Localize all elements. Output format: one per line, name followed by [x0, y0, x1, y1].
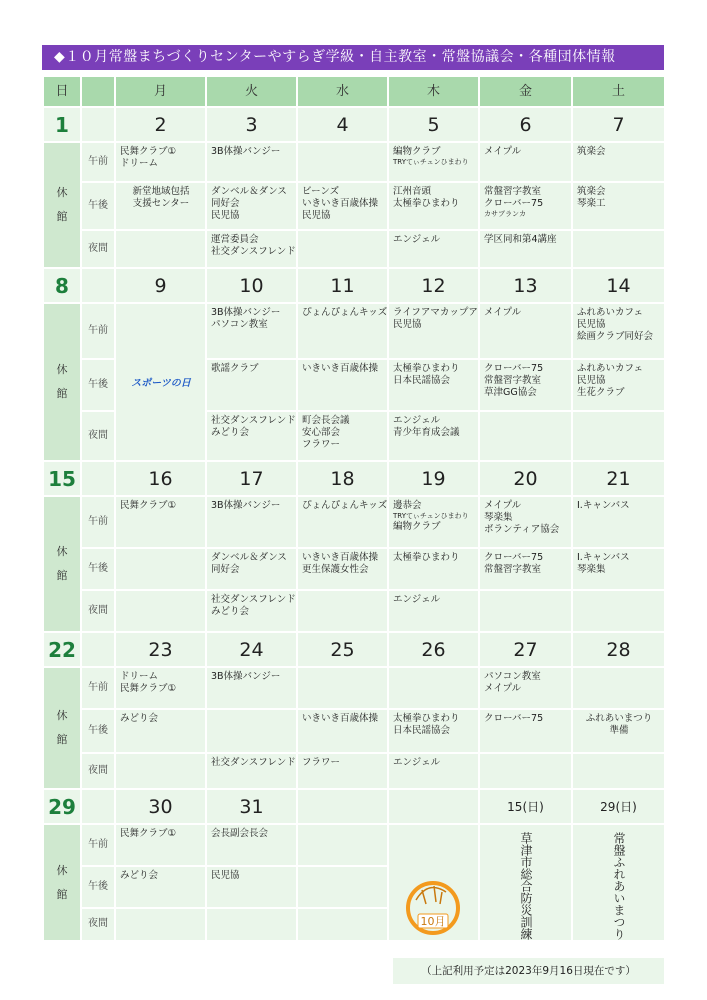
event: メイプル — [484, 146, 522, 157]
week4-night — [43, 753, 665, 789]
closed-label — [43, 824, 81, 941]
date-1: 1 — [43, 107, 81, 142]
logo-text: 10月 — [420, 915, 446, 928]
event: パソコン教室 — [211, 319, 268, 330]
event: 邊恭会 — [393, 500, 422, 511]
event: ふれあいカフェ — [577, 363, 644, 374]
event: メイプル — [484, 500, 522, 511]
event: パソコン教室 — [484, 671, 541, 682]
event: 同好会 — [211, 198, 240, 209]
event: 3B体操バンジー — [211, 307, 281, 318]
event-cell — [388, 182, 479, 230]
event: 民児協 — [302, 210, 331, 221]
event-cell — [479, 230, 572, 268]
week4-dates — [43, 632, 665, 667]
event-cell — [297, 303, 388, 359]
event-cell — [572, 303, 665, 359]
date-2: 2 — [115, 107, 206, 142]
date-17: 17 — [206, 461, 297, 496]
event: ドリーム — [120, 158, 159, 169]
period-night: 夜間 — [81, 411, 115, 461]
header-mon: 月 — [115, 76, 206, 107]
date-31: 31 — [206, 789, 297, 824]
date-7: 7 — [572, 107, 665, 142]
event-cell — [115, 753, 206, 789]
date-30: 30 — [115, 789, 206, 824]
week3-pm — [43, 548, 665, 590]
event: 民児協 — [211, 869, 240, 881]
event: 琴楽集 — [577, 564, 606, 575]
event-cell — [388, 142, 479, 182]
event: 常盤習字教室 — [484, 564, 542, 575]
event-cell — [479, 303, 572, 359]
date-14: 14 — [572, 268, 665, 303]
event: クローバー75 — [484, 363, 544, 374]
event-cell — [572, 359, 665, 411]
disaster-drill-text: 草津市総合防災訓練 — [519, 832, 533, 940]
date-19: 19 — [388, 461, 479, 496]
event-cell — [388, 753, 479, 789]
event: 筑楽会 — [577, 186, 606, 197]
date-16: 16 — [115, 461, 206, 496]
event: 日本民謡協会 — [393, 375, 451, 386]
event-cell — [115, 908, 206, 941]
event: みどり会 — [120, 869, 159, 881]
event: 学区同和第4講座 — [484, 234, 557, 245]
schedule-table — [42, 75, 666, 942]
event: 町会長会議 — [302, 415, 350, 426]
closed-char-1: 休 — [56, 186, 68, 199]
week4-am — [43, 667, 665, 709]
event-cell — [297, 411, 388, 461]
closed-label — [43, 142, 81, 268]
period-night: 夜間 — [81, 590, 115, 632]
event-cell — [115, 548, 206, 590]
closed-label — [43, 667, 81, 789]
event: ビーンズ — [302, 186, 340, 197]
event-cell — [297, 667, 388, 709]
period-am: 午前 — [81, 496, 115, 548]
event: いきいき百歳体操 — [302, 713, 379, 724]
event: 太極拳ひまわり — [393, 363, 460, 374]
date-27: 27 — [479, 632, 572, 667]
event: 会長副会長会 — [211, 828, 269, 839]
event-cell — [479, 590, 572, 632]
date-11: 11 — [297, 268, 388, 303]
event-cell — [297, 230, 388, 268]
event: I.キャンバス — [577, 552, 630, 563]
date-12: 12 — [388, 268, 479, 303]
week1-night — [43, 230, 665, 268]
date-9: 9 — [115, 268, 206, 303]
event-cell — [572, 230, 665, 268]
event-cell — [206, 359, 297, 411]
date-empty — [388, 789, 479, 824]
event-cell — [206, 824, 297, 866]
event: 太極拳ひまわり — [393, 552, 460, 563]
period-am: 午前 — [81, 824, 115, 866]
event: ふれあいまつり — [585, 713, 653, 724]
closed-char-2: 館 — [56, 733, 68, 746]
event-cell — [479, 753, 572, 789]
event: 社交ダンスフレンド — [211, 594, 296, 605]
closed-char-1: 休 — [56, 863, 68, 877]
event-cell — [479, 182, 572, 230]
date-3: 3 — [206, 107, 297, 142]
event: 3B体操バンジー — [211, 146, 281, 157]
event: 琴楽集 — [484, 512, 513, 523]
event: 民舞クラブ① — [120, 683, 177, 694]
event: ライフアマカップア — [393, 307, 478, 318]
date-23: 23 — [115, 632, 206, 667]
period-night: 夜間 — [81, 908, 115, 941]
festival-text: 常盤ふれあいまつり — [612, 832, 626, 940]
event-cell — [572, 182, 665, 230]
event-date-2: 29(日) — [572, 789, 665, 824]
event-cell — [206, 753, 297, 789]
event-cell — [297, 548, 388, 590]
event: 常盤習字教室 — [484, 186, 542, 197]
period-night: 夜間 — [81, 230, 115, 268]
event-cell — [115, 230, 206, 268]
event-cell — [572, 411, 665, 461]
event: 琴楽工 — [577, 198, 606, 209]
event-cell — [572, 590, 665, 632]
event-cell — [572, 496, 665, 548]
event-cell — [297, 709, 388, 753]
event: ぴょんぴょんキッズ — [302, 307, 388, 318]
event: メイプル — [484, 307, 522, 318]
closed-char-1: 休 — [56, 363, 68, 376]
event-cell — [206, 709, 297, 753]
event-cell — [115, 496, 206, 548]
date-20: 20 — [479, 461, 572, 496]
period-pm: 午後 — [81, 866, 115, 908]
event: 太極拳ひまわり — [393, 713, 460, 724]
period-pm: 午後 — [81, 548, 115, 590]
closed-char-2: 館 — [56, 887, 68, 901]
event-cell — [479, 548, 572, 590]
event-cell — [206, 548, 297, 590]
header-fri: 金 — [479, 76, 572, 107]
event: みどり会 — [120, 713, 159, 724]
date-29: 29 — [43, 789, 81, 824]
week3-am — [43, 496, 665, 548]
event: ボランティア協会 — [484, 524, 560, 535]
closed-char-2: 館 — [56, 210, 68, 223]
period-pm: 午後 — [81, 182, 115, 230]
event-cell — [297, 142, 388, 182]
event-cell — [206, 908, 297, 941]
header-spacer — [81, 76, 115, 107]
date-15: 15 — [43, 461, 81, 496]
date-spacer — [81, 461, 115, 496]
event-cell — [115, 142, 206, 182]
event: 社交ダンスフレンド — [211, 757, 296, 768]
event-cell — [572, 548, 665, 590]
week3-dates — [43, 461, 665, 496]
header-wed: 水 — [297, 76, 388, 107]
event: エンジェル — [393, 234, 441, 245]
event-cell — [388, 411, 479, 461]
event-cell — [297, 496, 388, 548]
event-cell — [206, 590, 297, 632]
event: 更生保護女性会 — [302, 564, 369, 575]
event: 生花クラブ — [577, 387, 625, 398]
event-cell — [479, 496, 572, 548]
date-5: 5 — [388, 107, 479, 142]
event-cell — [206, 411, 297, 461]
event-cell — [479, 667, 572, 709]
week1-pm — [43, 182, 665, 230]
event-cell — [572, 142, 665, 182]
event-cell — [388, 709, 479, 753]
event-cell — [206, 230, 297, 268]
event: 社交ダンスフレンド — [211, 246, 296, 257]
event: みどり会 — [211, 606, 250, 617]
event-cell — [388, 548, 479, 590]
calendar-title: ◆１０月常盤まちづくりセンターやすらぎ学級・自主教室・常盤協議会・各種団体情報 — [42, 45, 664, 70]
header-tue: 火 — [206, 76, 297, 107]
closed-char-2: 館 — [56, 387, 68, 400]
event-cell — [115, 709, 206, 753]
period-pm: 午後 — [81, 359, 115, 411]
period-am: 午前 — [81, 667, 115, 709]
event-date-1: 15(日) — [479, 789, 572, 824]
event: 民児協 — [577, 319, 606, 330]
event-cell — [115, 590, 206, 632]
date-6: 6 — [479, 107, 572, 142]
event: 同好会 — [211, 564, 240, 575]
event-cell — [479, 709, 572, 753]
date-spacer — [81, 789, 115, 824]
event-cell — [297, 182, 388, 230]
event: 民舞クラブ① — [120, 828, 177, 839]
event-cell — [206, 303, 297, 359]
date-13: 13 — [479, 268, 572, 303]
event: 社交ダンスフレンド — [211, 415, 296, 426]
closed-char-2: 館 — [56, 569, 68, 582]
event: 支援センター — [132, 198, 190, 209]
week1-dates — [43, 107, 665, 142]
date-18: 18 — [297, 461, 388, 496]
disaster-drill-cell — [479, 824, 572, 941]
header-sat: 土 — [572, 76, 665, 107]
event: 民児協 — [577, 375, 606, 386]
event: 民舞クラブ① — [120, 500, 177, 511]
week1-am — [43, 142, 665, 182]
date-4: 4 — [297, 107, 388, 142]
header-sun: 日 — [43, 76, 81, 107]
event: 準備 — [609, 725, 629, 736]
event: 常盤習字教室 — [484, 375, 542, 386]
october-logo-icon — [398, 870, 468, 940]
event: いきいき百歳体操 — [302, 198, 379, 209]
closed-label — [43, 303, 81, 461]
event: 3B体操バンジー — [211, 500, 281, 511]
closed-char-1: 休 — [56, 545, 68, 558]
event-cell — [206, 182, 297, 230]
event-cell — [388, 496, 479, 548]
event: 3B体操バンジー — [211, 671, 281, 682]
event: 新堂地域包括 — [132, 186, 190, 197]
week5-am — [43, 824, 665, 866]
event: 歌謡クラブ — [211, 363, 259, 374]
closed-label — [43, 496, 81, 632]
event: 青少年育成会議 — [393, 427, 460, 438]
footer-note: （上記利用予定は2023年9月16日現在です） — [393, 958, 664, 984]
festival-cell — [572, 824, 665, 941]
event-cell — [572, 753, 665, 789]
event-cell — [479, 359, 572, 411]
event: 民舞クラブ① — [120, 146, 177, 157]
event-cell — [115, 182, 206, 230]
week3-night — [43, 590, 665, 632]
event: 安心部会 — [302, 427, 341, 438]
event-cell — [115, 824, 206, 866]
weekday-header-row — [43, 76, 665, 107]
event: 民児協 — [393, 319, 422, 330]
period-night: 夜間 — [81, 753, 115, 789]
date-26: 26 — [388, 632, 479, 667]
event: 絵画クラブ同好会 — [577, 331, 654, 342]
event-cell — [388, 359, 479, 411]
period-am: 午前 — [81, 142, 115, 182]
event-cell — [297, 590, 388, 632]
event-cell — [388, 667, 479, 709]
event: メイプル — [484, 683, 522, 694]
date-spacer — [81, 268, 115, 303]
event: 筑楽会 — [577, 146, 606, 157]
event-cell — [206, 667, 297, 709]
event: ダンベル＆ダンス — [211, 552, 287, 563]
period-am: 午前 — [81, 303, 115, 359]
event: ドリーム — [120, 671, 159, 682]
event: 江州音頭 — [393, 186, 432, 197]
event-cell — [297, 908, 388, 941]
week5-dates — [43, 789, 665, 824]
event-cell — [388, 590, 479, 632]
event: エンジェル — [393, 594, 441, 605]
event: ふれあいカフェ — [577, 307, 644, 318]
event: ぴょんぴょんキッズ — [302, 500, 388, 511]
event: エンジェル — [393, 415, 441, 426]
event-cell — [479, 411, 572, 461]
event-cell — [206, 496, 297, 548]
event-cell — [572, 709, 665, 753]
period-pm: 午後 — [81, 709, 115, 753]
date-21: 21 — [572, 461, 665, 496]
event-cell — [297, 866, 388, 908]
date-spacer — [81, 107, 115, 142]
header-thu: 木 — [388, 76, 479, 107]
event: クローバー75 — [484, 198, 544, 209]
event-cell — [115, 667, 206, 709]
event-cell — [572, 667, 665, 709]
event-cell — [206, 866, 297, 908]
date-10: 10 — [206, 268, 297, 303]
date-25: 25 — [297, 632, 388, 667]
event: 太極拳ひまわり — [393, 198, 460, 209]
event: みどり会 — [211, 427, 250, 438]
event: 日本民謡協会 — [393, 725, 451, 736]
event: クローバー75 — [484, 713, 544, 724]
event-small: カサブランカ — [484, 210, 526, 218]
event-cell — [388, 230, 479, 268]
event-cell — [297, 753, 388, 789]
date-8: 8 — [43, 268, 81, 303]
closed-char-1: 休 — [56, 709, 68, 722]
event: エンジェル — [393, 757, 441, 768]
event-cell — [297, 824, 388, 866]
event: フラワー — [302, 439, 341, 450]
date-28: 28 — [572, 632, 665, 667]
event-small: TRYてぃチュンひまわり — [393, 158, 469, 166]
sports-day-label: スポーツの日 — [131, 377, 191, 389]
event-cell — [115, 866, 206, 908]
event-small: TRYてぃチュンひまわり — [393, 512, 469, 520]
event-cell — [388, 303, 479, 359]
event: 編物クラブ — [393, 146, 441, 157]
date-22: 22 — [43, 632, 81, 667]
event: クローバー75 — [484, 552, 544, 563]
date-empty — [297, 789, 388, 824]
date-spacer — [81, 632, 115, 667]
event-cell — [297, 359, 388, 411]
event: 運営委員会 — [211, 234, 259, 245]
event: いきいき百歳体操 — [302, 363, 379, 374]
date-24: 24 — [206, 632, 297, 667]
sports-day-cell — [115, 303, 206, 461]
event-cell — [206, 142, 297, 182]
event: フラワー — [302, 757, 341, 768]
week4-pm — [43, 709, 665, 753]
event: 民児協 — [211, 210, 240, 221]
event: 編物クラブ — [393, 521, 441, 532]
week2-am — [43, 303, 665, 359]
event: 草津GG協会 — [484, 387, 537, 398]
event-cell — [479, 142, 572, 182]
event: I.キャンバス — [577, 500, 630, 511]
week2-dates — [43, 268, 665, 303]
event: ダンベル＆ダンス — [211, 186, 287, 197]
event: いきいき百歳体操 — [302, 552, 379, 563]
